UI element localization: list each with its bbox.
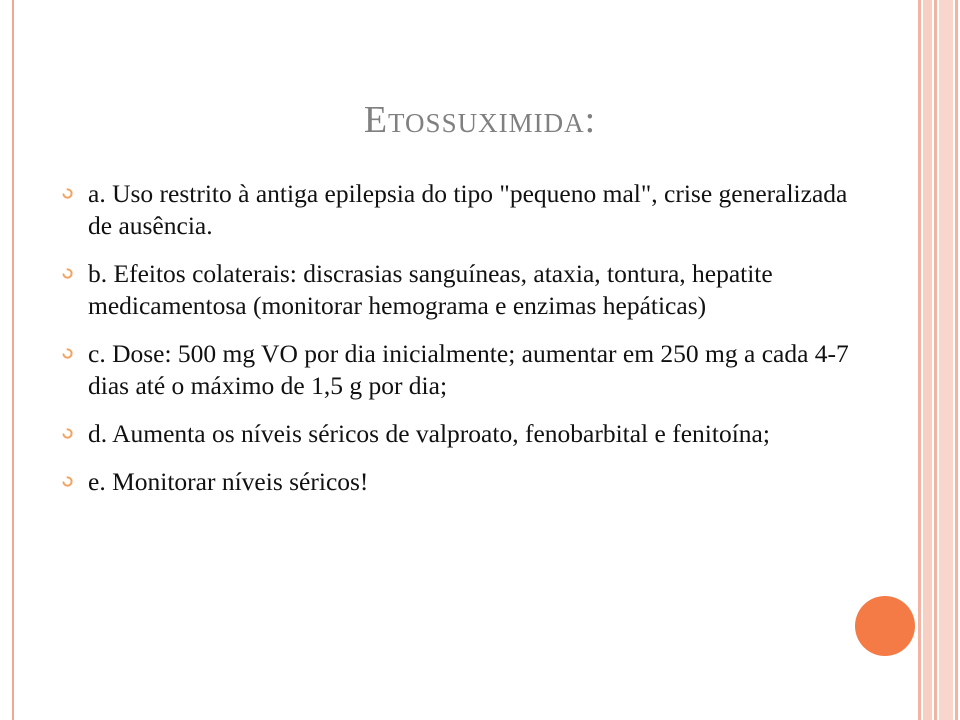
bullet-list (60, 178, 850, 514)
orange-circle-decoration (855, 596, 915, 656)
bullet-text: b. Efeitos colaterais: discrasias sanguíneas, ataxia, tontura, hepatite medicamentosa (monitorar hemograma e enzimas hepáticas) (88, 259, 773, 320)
ring-bullet-icon (62, 268, 73, 279)
slide-title: Etossuximida: (363, 99, 597, 141)
bullet-text: d. Aumenta os níveis séricos de valproato, fenobarbital e fenitoína; (88, 419, 770, 448)
bullet-text: c. Dose: 500 mg VO por dia inicialmente; aumentar em 250 mg a cada 4-7 dias até o máximo de 1,5 g por dia; (88, 339, 849, 400)
bullet-text: e. Monitorar níveis séricos! (88, 467, 369, 496)
bullet-text: a. Uso restrito à antiga epilepsia do tipo "pequeno mal", crise generalizada de ausência. (88, 179, 848, 240)
ring-bullet-icon (62, 476, 73, 487)
list-item (60, 258, 850, 322)
ring-bullet-icon (62, 188, 73, 199)
list-item (60, 338, 850, 402)
list-item (60, 418, 850, 450)
ring-bullet-icon (62, 428, 73, 439)
list-item (60, 178, 850, 242)
list-item (60, 466, 850, 498)
ring-bullet-icon (62, 348, 73, 359)
